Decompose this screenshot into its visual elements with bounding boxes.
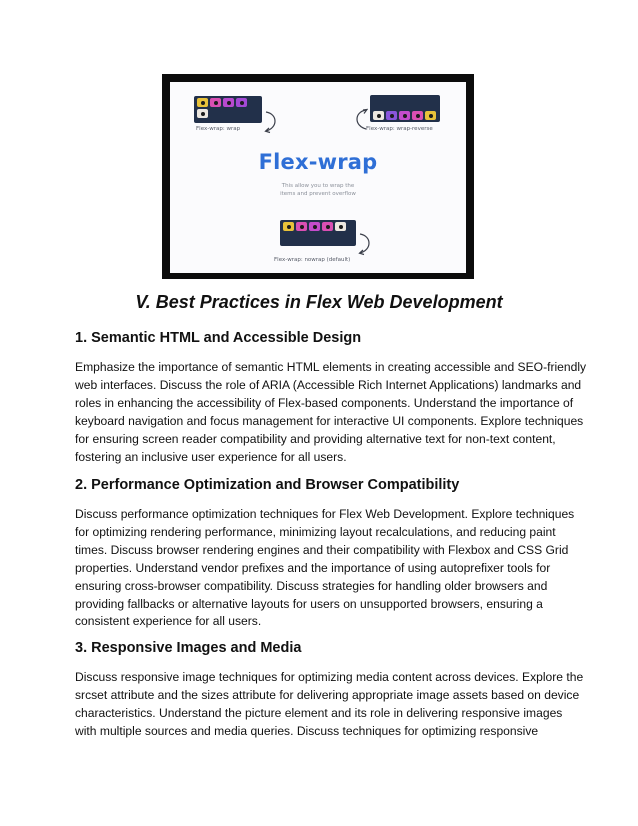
figure-title: Flex-wrap — [258, 150, 378, 174]
section-body — [75, 359, 587, 466]
curved-arrow-icon — [264, 110, 282, 134]
section-heading: 1. Semantic HTML and Accessible Design — [75, 330, 362, 346]
demo-item — [322, 222, 333, 231]
demo-item — [373, 111, 384, 120]
section-heading: 3. Responsive Images and Media — [75, 640, 302, 656]
flex-wrap-figure — [162, 74, 474, 279]
figure-description-line: items and prevent overflow — [280, 191, 356, 197]
demo-bar-wrap — [194, 96, 262, 123]
page-title: V. Best Practices in Flex Web Development — [135, 292, 503, 312]
demo-caption-wrap: Flex-wrap: wrap — [196, 126, 241, 132]
figure-description-line: This allow you to wrap the — [281, 183, 355, 189]
body-line: times. Discuss browser rendering engines and their compatibility with Flexbox and CSS Grid — [75, 542, 569, 557]
body-line: web interfaces. Discuss the role of ARIA (Accessible Rich Internet Applications) landmarks and — [75, 377, 582, 392]
demo-item — [335, 222, 346, 231]
body-line: Emphasize the importance of semantic HTML elements in creating accessible and SEO-friendly — [75, 360, 587, 374]
demo-caption-nowrap: Flex-wrap: nowrap (default) — [274, 257, 351, 263]
figure-canvas — [170, 82, 466, 273]
body-line: keyboard navigation and focus management for interactive UI components. Explore techniques — [75, 413, 584, 428]
demo-bar-wrap-reverse — [370, 95, 440, 122]
section-heading: 2. Performance Optimization and Browser Compatibility — [75, 477, 460, 493]
body-line: for optimizing rendering performance, minimizing layout recalculations, and reducing paint — [75, 524, 556, 539]
body-line: with multiple sources and media queries. Discuss techniques for optimizing responsive — [75, 723, 539, 738]
body-line: srcset attribute and the sizes attribute for delivering appropriate image assets based on device — [75, 687, 580, 702]
body-line: roles in enhancing the accessibility of Flex-based components. Understand the importance of — [75, 395, 574, 410]
body-line: properties. Understand vendor prefixes and the importance of using autoprefixer tools for — [75, 560, 551, 575]
demo-item — [283, 222, 294, 231]
demo-item — [399, 111, 410, 120]
demo-item — [425, 111, 436, 120]
demo-item — [296, 222, 307, 231]
body-line: Discuss performance optimization techniques for Flex Web Development. Explore techniques — [75, 507, 575, 521]
body-line: Discuss responsive image techniques for optimizing media content across devices. Explore the — [75, 670, 584, 684]
body-line: consistent experience for all users. — [75, 614, 262, 629]
demo-item — [197, 109, 208, 118]
body-line: characteristics. Understand the picture element and its role in delivering responsive images — [75, 705, 563, 720]
demo-item — [236, 98, 247, 107]
body-line: providing fallbacks or alternative layouts for users on unsupported browsers, ensuring a — [75, 596, 543, 611]
demo-item — [197, 98, 208, 107]
body-line: ensuring cross-browser compatibility. Discuss strategies for handling older browsers and — [75, 578, 548, 593]
section-body — [75, 506, 575, 631]
figure-description — [170, 182, 466, 198]
demo-item — [210, 98, 221, 107]
curved-arrow-icon — [358, 232, 376, 256]
body-line: fostering an inclusive user experience for all users. — [75, 449, 347, 464]
demo-item — [386, 111, 397, 120]
demo-item — [223, 98, 234, 107]
section-body — [75, 669, 584, 741]
demo-bar-nowrap — [280, 220, 356, 246]
demo-caption-wrap-reverse: Flex-wrap: wrap-reverse — [366, 126, 433, 132]
demo-item — [412, 111, 423, 120]
demo-item — [309, 222, 320, 231]
body-line: for ensuring screen reader compatibility and providing alternative text for non-text content, — [75, 431, 556, 446]
